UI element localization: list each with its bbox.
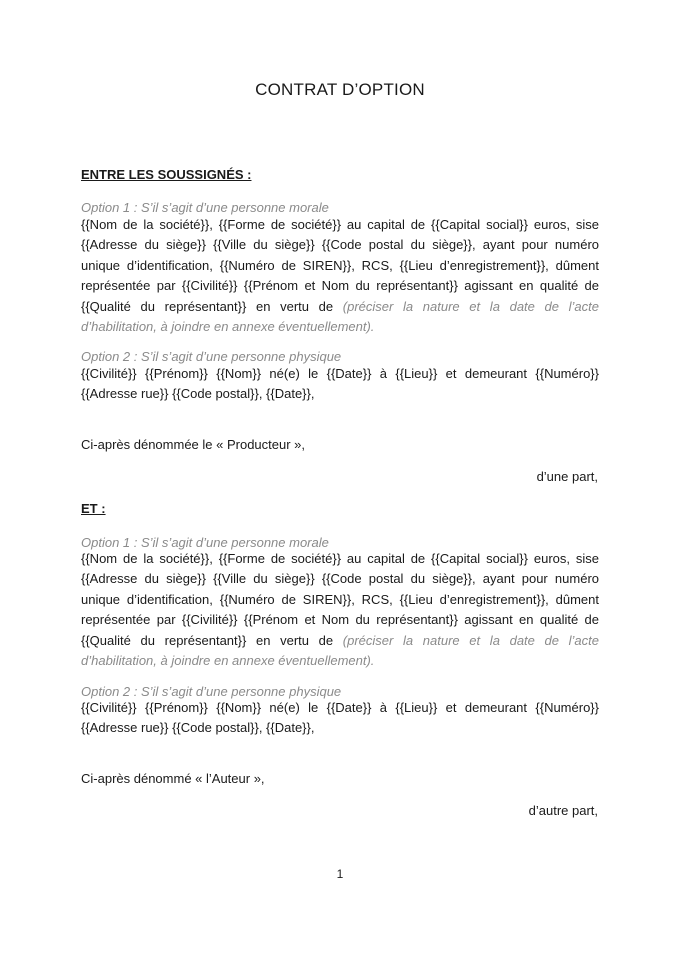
party1-option1-line-2: {{Adresse du siège}} {{Ville du siège}} {{Code postal du siège}}, ayant pour numéro	[81, 237, 599, 253]
party2-option1-line-4: représentée par {{Civilité}} {{Prénom et Nom du représentant}} agissant en qualité de	[81, 612, 599, 628]
party1-option1-line-3: unique d’identification, {{Numéro de SIREN}}, RCS, {{Lieu d’enregistrement}}, dûment	[81, 257, 599, 273]
document-title: CONTRAT D’OPTION	[255, 80, 425, 99]
page-number: 1	[336, 867, 344, 881]
party1-option2-paragraph	[81, 364, 599, 405]
party2-option2-label: Option 2 : S’il s’agit d’une personne physique	[81, 684, 342, 699]
party2-option1-line-2: {{Adresse du siège}} {{Ville du siège}} {{Code postal du siège}}, ayant pour numéro	[81, 571, 599, 587]
party1-option1-line-1: {{Nom de la société}}, {{Forme de société}} au capital de {{Capital social}} euros, sise	[81, 217, 599, 232]
party2-option1-line-3: unique d’identification, {{Numéro de SIREN}}, RCS, {{Lieu d’enregistrement}}, dûment	[81, 591, 599, 607]
party1-designation: Ci-après dénommée le « Producteur »,	[81, 437, 306, 452]
party2-option1-paragraph	[81, 549, 599, 671]
party1-side: d’une part,	[536, 469, 598, 484]
party1-option2-label: Option 2 : S’il s’agit d’une personne physique	[81, 349, 342, 364]
party2-designation: Ci-après dénommé « l’Auteur »,	[81, 771, 265, 786]
and-heading: ET :	[81, 501, 106, 516]
party2-side: d’autre part,	[528, 803, 598, 818]
party2-option2-line-1: {{Civilité}} {{Prénom}} {{Nom}} né(e) le {{Date}} à {{Lieu}} et demeurant {{Numéro}}	[81, 700, 599, 715]
party1-option2-line-2: {{Adresse rue}} {{Code postal}}, {{Date}},	[81, 386, 315, 402]
party1-option1-label: Option 1 : S’il s’agit d’une personne morale	[81, 200, 329, 215]
party1-option1-line-4: représentée par {{Civilité}} {{Prénom et Nom du représentant}} agissant en qualité de	[81, 278, 599, 294]
party1-option2-line-1: {{Civilité}} {{Prénom}} {{Nom}} né(e) le {{Date}} à {{Lieu}} et demeurant {{Numéro}}	[81, 366, 599, 381]
party1-option1-note-part1: (préciser la nature et la date de l’acte	[342, 298, 600, 314]
party2-option1-line-5	[81, 631, 599, 651]
party1-option1-paragraph	[81, 215, 599, 337]
party1-option1-note-part2: d’habilitation, à joindre en annexe éventuellement).	[81, 319, 375, 335]
party2-option2-line-2: {{Adresse rue}} {{Code postal}}, {{Date}},	[81, 720, 315, 736]
party2-option1-note-part2: d’habilitation, à joindre en annexe éventuellement).	[81, 653, 375, 669]
party1-option1-line-5-text: {{Qualité du représentant}} en vertu de	[81, 298, 334, 314]
party1-option1-line-5	[81, 297, 599, 317]
party2-option1-label: Option 1 : S’il s’agit d’une personne morale	[81, 535, 329, 550]
party2-option1-line-5-text: {{Qualité du représentant}} en vertu de	[81, 632, 334, 648]
party2-option1-line-1: {{Nom de la société}}, {{Forme de société}} au capital de {{Capital social}} euros, sise	[81, 551, 599, 566]
party2-option1-note-part1: (préciser la nature et la date de l’acte	[342, 632, 600, 648]
party2-option2-paragraph	[81, 698, 599, 739]
between-heading: ENTRE LES SOUSSIGNÉS :	[81, 167, 252, 182]
